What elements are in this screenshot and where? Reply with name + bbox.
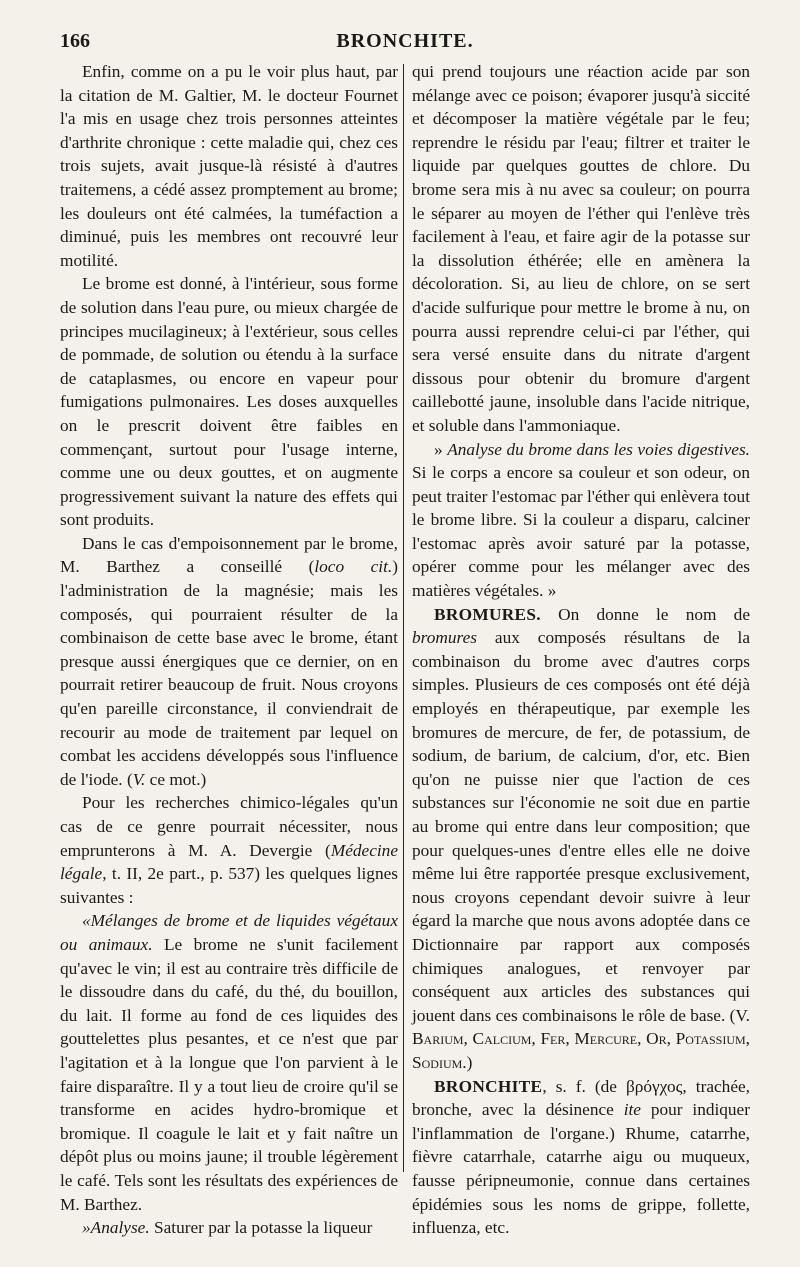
paragraph: Dans le cas d'empoisonnement par le brome, M. Barthez a conseillé (loco cit.) l'administration de la magnésie; mais les composés, qui pourraient résulter de la combinaison de cette base avec le brome, étant presque aussi énergiques que ce dernier, on en pourrait retirer beaucoup de fruit. Nous croyons qu'en pareille circonstance, il conviendrait de recourir au mode de traitement par lequel on combat les accidens développés sous l'influence de l'iode. (V. ce mot.) [60,533,398,789]
running-title: BRONCHITE. [336,30,474,52]
paragraph: Pour les recherches chimico-légales qu'un cas de ce genre pourrait nécessiter, nous emprunterons à M. A. Devergie (Médecine légale, t. II, 2e part., p. 537) les quelques lignes suivantes : [60,793,398,907]
column-divider [403,64,404,1172]
paragraph: BROMURES. On donne le nom de bromures aux composés résultans de la combinaison du brome avec d'autres corps simples. Plusieurs de ces composés ont été déjà employés en thérapeutique, par exemple les bromures de mercure, de fer, de potassium, de sodium, de barium, de calcium, d'or, etc. Bien qu'on ne puisse nier que l'action de ces substances sur l'économie ne soit due en partie au brome qui entre dans leur composition; que pour quelques-unes d'entre elles elle ne doive même lui être rapportée presque exclusivement, nous croyons cependant devoir suivre à leur égard la marche que nous avons adoptée dans ce Dictionnaire par rapport aux composés chimiques analogues, et renvoyer par conséquent aux articles des substances qui jouent dans ces combinaisons le rôle de base. (V. Barium, Calcium, Fer, Mercure, Or, Potassium, Sodium.) [412,604,750,1072]
paragraph: «Mélanges de brome et de liquides végétaux ou animaux. Le brome ne s'unit facilement qu'avec le vin; il est au contraire très difficile de le dissoudre dans du café, du thé, du bouillon, du lait. Il forme au fond de ces liquides des gouttelettes plus pesantes, et ce n'est que par l'agitation et à la longue que l'on parvient à le faire disparaître. Il y a tout lieu de croire qu'il se transforme en acides hydro-bromique et bromique. Il coagule le lait et y fait naître un dépôt plus ou moins jaune; il trouble légèrement le café. Tels sont les résultats des expériences de M. Barthez. [60,911,398,1214]
page-header [60,30,750,58]
paragraph: Le brome est donné, à l'intérieur, sous forme de solution dans l'eau pure, ou mieux chargée de principes mucilagineux; à l'extérieur, sous celles de pommade, de solution ou étendu à la surface de cataplasmes, ou encore en vapeur pour fumigations pulmonaires. Les doses auxquelles on le prescrit doivent être faibles en commençant, surtout pour l'usage interne, comme une ou deux gouttes, et on augmente progressivement suivant la nature des effets qui sont produits. [60,274,398,530]
paragraph: »Analyse. Saturer par la potasse la liqueur [82,1218,373,1238]
right-column [412,60,750,1240]
paragraph: BRONCHITE, s. f. (de βρόγχος, trachée, bronche, avec la désinence ite pour indiquer l'inflammation de l'organe.) Rhume, catarrhe, fièvre catarrhale, catarrhe aigu ou muqueux, fausse péripneumonie, connue dans certaines épidémies sous les noms de grippe, follette, influenza, etc. [412,1076,750,1238]
entry-headword: BROMURES. [434,604,541,624]
left-column [60,60,398,1240]
paragraph: » Analyse du brome dans les voies digestives. Si le corps a encore sa couleur et son odeur, on peut traiter l'estomac par l'éther qui enlèvera tout le brome libre. Si la couleur a disparu, calciner l'estomac après avoir saturé par la potasse, opérer comme pour les mélanger avec des matières végétales. » [412,439,750,601]
paragraph: qui prend toujours une réaction acide par son mélange avec ce poison; évaporer jusqu'à siccité et décomposer la matière végétale par le feu; reprendre le résidu par l'eau; filtrer et traiter le liquide par quelques gouttes de chlore. Du brome sera mis à nu avec sa couleur; on pourra le séparer au moyen de l'éther qui l'enlève très facilement à l'eau, et faire agir de la potasse sur la dissolution éthérée; elle en amènera la décoloration. Si, au lieu de chlore, on se sert d'acide sulfurique pour mettre le brome à nu, on pourra aussi reprendre celui-ci par l'éther, qui sera versé ensuite dans du nitrate d'argent dissous pour obtenir du bromure d'argent caillebotté jaune, insoluble dans l'acide nitrique, et soluble dans l'ammoniaque. [412,62,750,435]
paragraph: Enfin, comme on a pu le voir plus haut, par la citation de M. Galtier, M. le docteur Fournet l'a mis en usage chez trois personnes atteintes d'arthrite chronique : cette maladie qui, chez ces trois sujets, avait jusque-là résisté à d'autres traitemens, a cédé assez promptement au brome; les douleurs ont été calmées, la tuméfaction a diminué, puis les membres ont recouvré leur motilité. [60,62,398,270]
entry-headword: BRONCHITE [434,1076,543,1096]
page-number: 166 [60,30,90,52]
